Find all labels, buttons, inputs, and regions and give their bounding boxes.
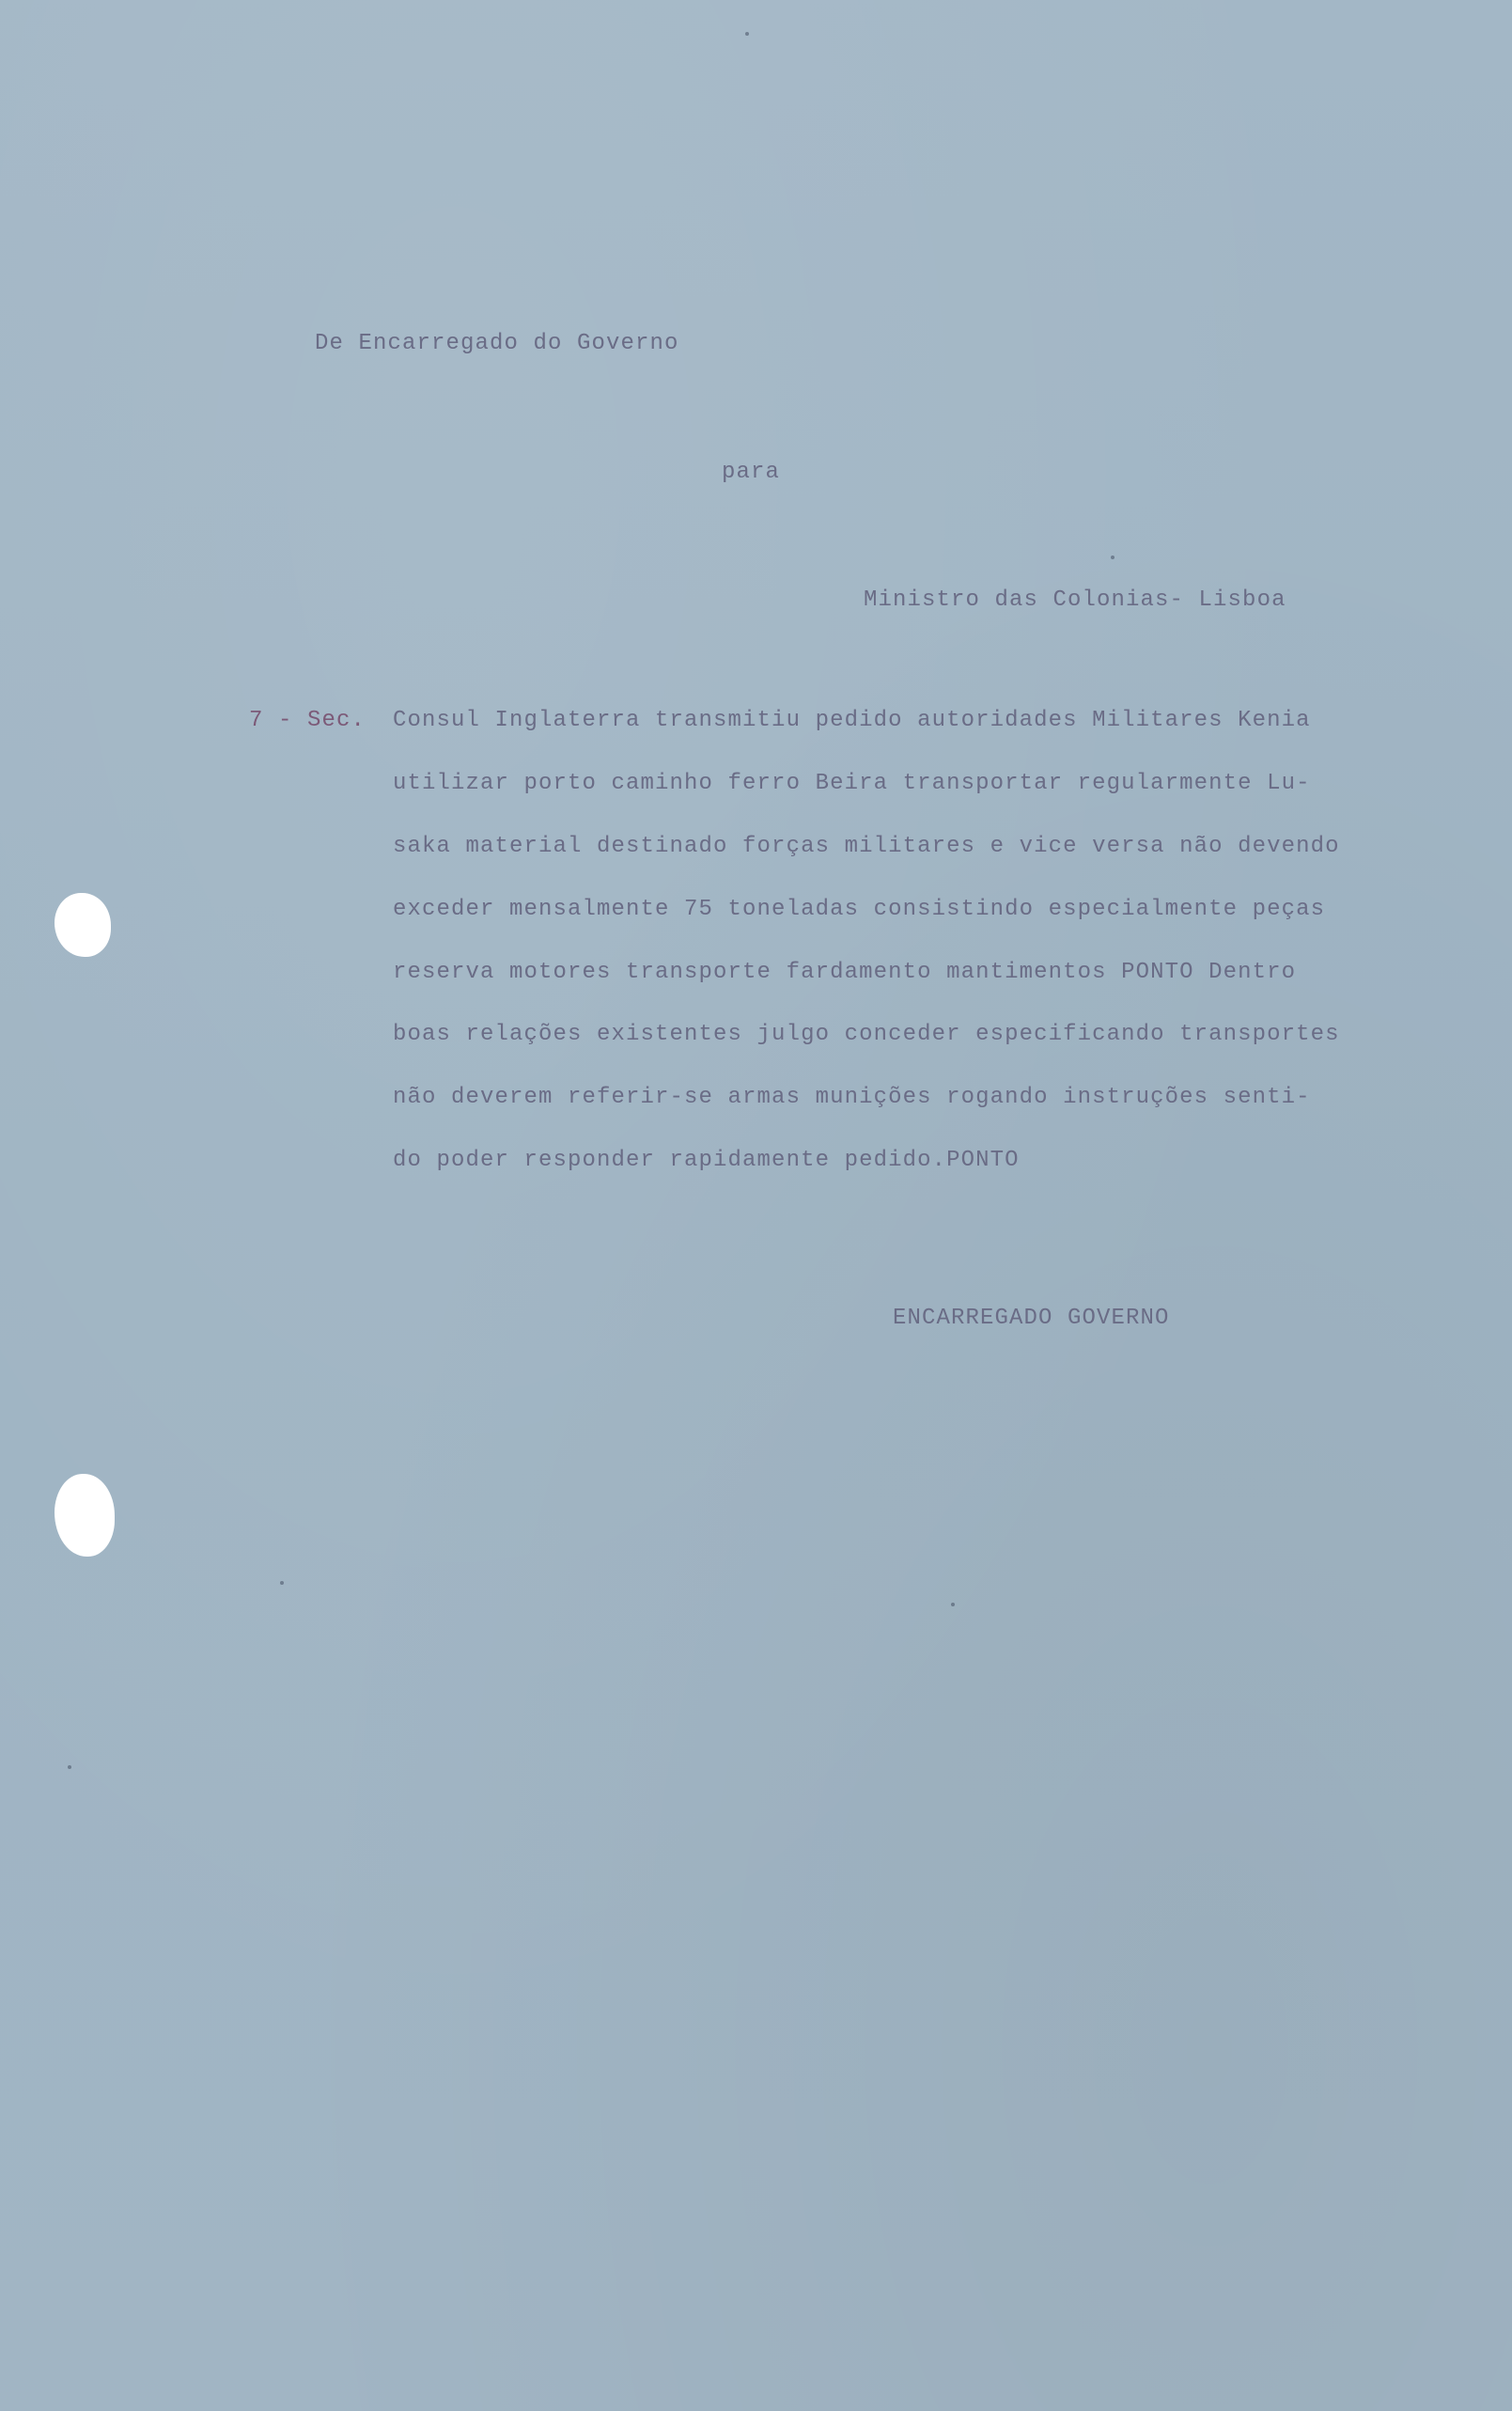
body-line: exceder mensalmente 75 toneladas consistindo especialmente peças: [393, 897, 1326, 922]
body-line: não deverem referir-se armas munições rogando instruções senti-: [393, 1085, 1311, 1110]
body-line: boas relações existentes julgo conceder especificando transportes: [393, 1022, 1340, 1047]
paper-speck: [68, 1765, 71, 1769]
paper-speck: [951, 1603, 955, 1606]
paper-speck: [1111, 556, 1115, 559]
body-line: do poder responder rapidamente pedido.PONTO: [393, 1148, 1020, 1173]
paper-speck: [280, 1581, 284, 1585]
signature: ENCARREGADO GOVERNO: [893, 1306, 1170, 1331]
paper-speck: [745, 32, 749, 36]
sender-line: De Encarregado do Governo: [315, 331, 679, 356]
body-line: utilizar porto caminho ferro Beira transportar regularmente Lu-: [393, 771, 1311, 796]
body-line: saka material destinado forças militares e vice versa não devendo: [393, 834, 1340, 859]
body-line: reserva motores transporte fardamento mantimentos PONTO Dentro: [393, 960, 1297, 985]
para-line: para: [722, 460, 781, 485]
section-number: 7 - Sec.: [249, 708, 366, 733]
punch-hole: [55, 893, 111, 957]
recipient-line: Ministro das Colonias- Lisboa: [864, 587, 1286, 613]
body-line: Consul Inglaterra transmitiu pedido autoridades Militares Kenia: [393, 708, 1311, 733]
punch-hole: [55, 1474, 115, 1557]
